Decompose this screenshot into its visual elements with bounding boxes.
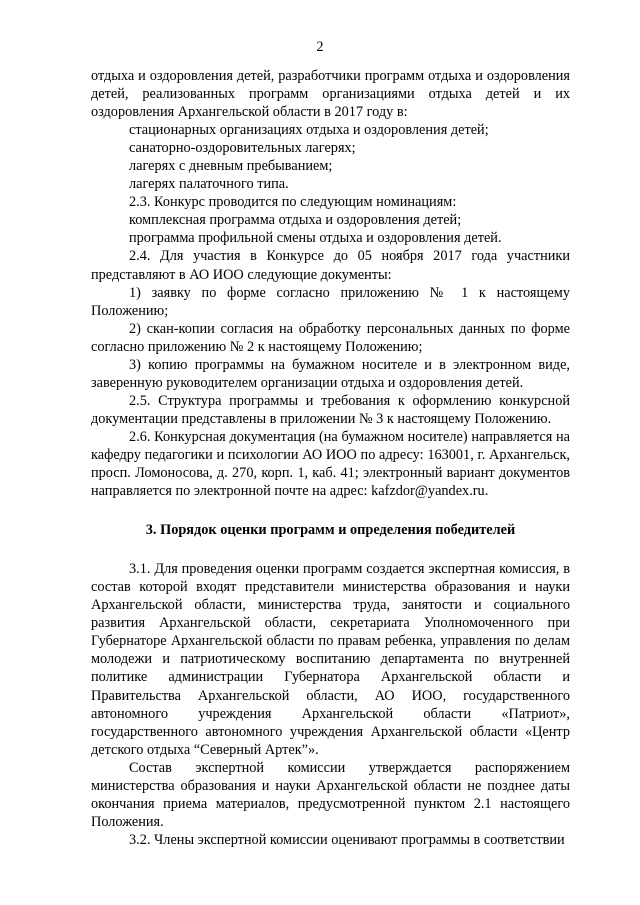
section-3-heading: 3. Порядок оценки программ и определения победителей [145,522,516,539]
list-item-nomination: комплексная программа отдыха и оздоровления детей; [129,212,462,229]
list-item-nomination: программа профильной смены отдыха и оздоровления детей. [129,230,502,247]
paragraph-commission-composition: Состав экспертной комиссии утверждается распоряжением министерства образования и науки Архангельской области не позднее даты окончания приема материалов, предусмотренной пунктом 2.1 настоящего Положения. [91,759,570,830]
section-spacer [91,539,570,560]
section-spacer [91,500,570,521]
paragraph-3-1: 3.1. Для проведения оценки программ создается экспертная комиссия, в состав которой входят представители министерства образования и науки Архангельской области, министерства труда, занятости и социального развития Архангельской области, секретариата Уполномоченного при Губернаторе Архангельской области по правам ребенка, управления по делам молодежи и патриотическому воспитанию департамента по внутренней политике администрации Губернатора Архангельской области и Правительства Архангельской области, АО ИОО, государственного автономного учреждения Архангельской области «Патриот», государственного автономного учреждения Архангельской области «Центр детского отдыха “Северный Артек”». [91,561,570,758]
list-item-organization-type: лагерях с дневным пребыванием; [129,158,333,175]
page-number: 2 [316,39,324,55]
list-item-document: 2) скан-копии согласия на обработку персональных данных по форме согласно приложению № 2 к настоящему Положению; [91,320,570,355]
page-content [91,67,570,849]
list-item-document: 3) копию программы на бумажном носителе и в электронном виде, заверенную руководителем организации отдыха и оздоровления детей. [91,356,570,391]
paragraph-2-6: 2.6. Конкурсная документация (на бумажном носителе) направляется на кафедру педагогики и психологии АО ИОО по адресу: 163001, г. Архангельск, просп. Ломоносова, д. 270, корп. 1, каб. 41; электронный вариант документов направляется по электронной почте на адрес: kafzdor@yandex.ru. [91,428,570,500]
paragraph-2-3: 2.3. Конкурс проводится по следующим номинациям: [129,194,457,211]
paragraph-intro: отдыха и оздоровления детей, разработчики программ отдыха и оздоровления детей, реализованных программ организациями отдыха детей и их оздоровления Архангельской области в 2017 году в: [91,68,570,121]
list-item-organization-type: стационарных организациях отдыха и оздоровления детей; [129,122,489,139]
list-item-organization-type: лагерях палаточного типа. [129,176,289,193]
list-item-organization-type: санаторно-оздоровительных лагерях; [129,140,356,157]
paragraph-2-5: 2.5. Структура программы и требования к оформлению конкурсной документации представлены в приложении № 3 к настоящему Положению. [91,392,570,427]
list-item-document: 1) заявку по форме согласно приложению № 1 к настоящему Положению; [91,284,570,319]
paragraph-2-4: 2.4. Для участия в Конкурсе до 05 ноября 2017 года участники представляют в АО ИОО следующие документы: [91,248,570,283]
paragraph-3-2: 3.2. Члены экспертной комиссии оценивают программы в соответствии [129,831,565,848]
